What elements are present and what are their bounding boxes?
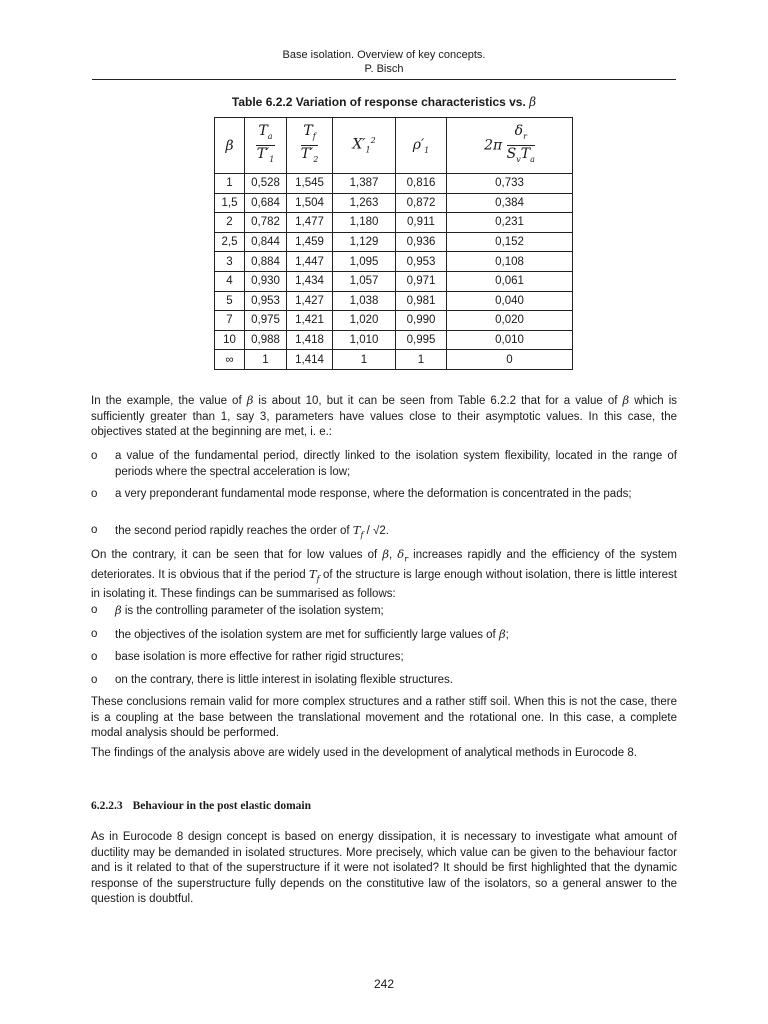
- table-cell: 1,057: [333, 271, 396, 291]
- table-cell: 0,988: [245, 330, 287, 350]
- table-cell: 0,108: [447, 252, 573, 272]
- section-title: Behaviour in the post elastic domain: [132, 800, 311, 812]
- table-cell: 1: [245, 350, 287, 370]
- table-cell: 1,010: [333, 330, 396, 350]
- table-row: [215, 252, 573, 272]
- table-cell: 0,884: [245, 252, 287, 272]
- paragraph-example: In the example, the value of β is about 10, but it can be seen from Table 6.2.2 that for a value of β which is sufficiently greater than 1, say 3, parameters have values close to their asymptotic values. In this case, the objectives stated at the beginning are met, i. e.:: [91, 393, 677, 439]
- table-cell: 1,020: [333, 311, 396, 331]
- table-row: [215, 330, 573, 350]
- table-cell: 1,504: [287, 193, 333, 213]
- table-cell: 1,5: [215, 193, 245, 213]
- table-cell: 0,020: [447, 311, 573, 331]
- table-cell: 4: [215, 271, 245, 291]
- list-item: o base isolation is more effective for rather rigid structures;: [91, 651, 404, 663]
- list-item: o the second period rapidly reaches the order of $T_f / √2$.: [91, 523, 389, 540]
- table-row: [215, 311, 573, 331]
- table-cell: 1,387: [333, 174, 396, 194]
- table-cell: 0,995: [396, 330, 447, 350]
- table-cell: 1,459: [287, 232, 333, 252]
- table-cell: 0,930: [245, 271, 287, 291]
- table-cell: 1: [396, 350, 447, 370]
- table-cell: 0,040: [447, 291, 573, 311]
- section-heading: [91, 800, 311, 812]
- table-cell: 1: [215, 174, 245, 194]
- table-row: [215, 271, 573, 291]
- table-cell: 0,990: [396, 311, 447, 331]
- table-cell: 1,180: [333, 213, 396, 233]
- table-cell: 0,981: [396, 291, 447, 311]
- table-cell: 10: [215, 330, 245, 350]
- table-row: [215, 350, 573, 370]
- table-cell: 1: [333, 350, 396, 370]
- table-cell: 0,872: [396, 193, 447, 213]
- paragraph-contrary: On the contrary, it can be seen that for low values of β, $\delta_r$ increases rapidly and the efficiency of the system deteriorates. It is obvious that if the period $T_f$ of the structure is large enough without isolation, there is little interest in isolating it. These findings can be summarised as follows:: [91, 547, 677, 600]
- header-tf-ratio: $\frac{T_f}{T'_2}$: [287, 118, 333, 174]
- table-cell: 1,095: [333, 252, 396, 272]
- header-delta-ratio: 2π $\frac{\delta_r}{S_vT_a}$: [447, 118, 573, 174]
- header-author: P. Bisch: [364, 63, 404, 75]
- table-header-row: [215, 118, 573, 174]
- table-cell: 0,782: [245, 213, 287, 233]
- table-cell: 0,971: [396, 271, 447, 291]
- header-ta-ratio: $\frac{T_a}{T'_1}$: [245, 118, 287, 174]
- header-title: Base isolation. Overview of key concepts.: [282, 49, 486, 61]
- table-row: [215, 291, 573, 311]
- table-cell: 1,421: [287, 311, 333, 331]
- header-rule: [92, 79, 676, 80]
- table-row: [215, 232, 573, 252]
- table-cell: 3: [215, 252, 245, 272]
- list-item: o β is the controlling parameter of the isolation system;: [91, 603, 384, 617]
- table-cell: 7: [215, 311, 245, 331]
- table-cell: 0,911: [396, 213, 447, 233]
- table-cell: 0: [447, 350, 573, 370]
- list-item: o on the contrary, there is little interest in isolating flexible structures.: [91, 674, 453, 686]
- table-cell: 0,384: [447, 193, 573, 213]
- table-cell: 0,816: [396, 174, 447, 194]
- response-characteristics-table: [214, 117, 573, 370]
- table-cell: 1,418: [287, 330, 333, 350]
- table-cell: 0,231: [447, 213, 573, 233]
- table-cell: 0,152: [447, 232, 573, 252]
- table-cell: 1,263: [333, 193, 396, 213]
- table-cell: 0,953: [245, 291, 287, 311]
- table-cell: 1,414: [287, 350, 333, 370]
- table-cell: 0,733: [447, 174, 573, 194]
- list-item: o a very preponderant fundamental mode response, where the deformation is concentrated in the pads;: [91, 488, 632, 500]
- table-cell: 0,975: [245, 311, 287, 331]
- running-header: [92, 48, 676, 76]
- table-cell: ∞: [215, 350, 245, 370]
- table-cell: 0,010: [447, 330, 573, 350]
- header-beta: β: [215, 118, 245, 174]
- table-cell: 2,5: [215, 232, 245, 252]
- table-cell: 5: [215, 291, 245, 311]
- page-number: 242: [373, 977, 395, 991]
- table-cell: 1,038: [333, 291, 396, 311]
- list-item: o the objectives of the isolation system are met for sufficiently large values of β;: [91, 627, 509, 641]
- table-cell: 1,545: [287, 174, 333, 194]
- header-x1-squared: $X'_1^2$: [333, 118, 396, 174]
- table-cell: 0,528: [245, 174, 287, 194]
- section-number: 6.2.2.3: [91, 800, 123, 812]
- table-cell: 1,434: [287, 271, 333, 291]
- table-cell: 0,684: [245, 193, 287, 213]
- table-cell: 1,427: [287, 291, 333, 311]
- header-rho1: $\rho'_1$: [396, 118, 447, 174]
- table-row: [215, 213, 573, 233]
- table-cell: 2: [215, 213, 245, 233]
- table-cell: 0,953: [396, 252, 447, 272]
- table-cell: 0,061: [447, 271, 573, 291]
- table-cell: 0,936: [396, 232, 447, 252]
- table-cell: 1,129: [333, 232, 396, 252]
- table-cell: 0,844: [245, 232, 287, 252]
- table-caption: [0, 95, 768, 109]
- paragraph-findings: The findings of the analysis above are widely used in the development of analytical methods in Eurocode 8.: [91, 747, 637, 759]
- table-caption-beta: β: [529, 95, 537, 109]
- paragraph-ductility: As in Eurocode 8 design concept is based on energy dissipation, it is necessary to investigate what amount of ductility may be demanded in isolated structures. More precisely, which value can be given to the behaviour factor and is it related to that of the superstructure if it were not isolated? It should be first highlighted that the dynamic response of the superstructure fully depends on the constitutive law of the isolators, so a general answer to the question is doubtful.: [91, 831, 677, 906]
- table-caption-text: Table 6.2.2 Variation of response characteristics vs.: [231, 95, 530, 109]
- table-row: [215, 174, 573, 194]
- table-row: [215, 193, 573, 213]
- list-item: o a value of the fundamental period, directly linked to the isolation system flexibility, located in the range of periods where the spectral acceleration is low;: [91, 450, 677, 478]
- table-cell: 1,477: [287, 213, 333, 233]
- paragraph-conclusions: These conclusions remain valid for more complex structures and a rather stiff soil. When this is not the case, there is a coupling at the base between the translational movement and the rotational one. In this case, a complete modal analysis should be performed.: [91, 696, 677, 740]
- table-cell: 1,447: [287, 252, 333, 272]
